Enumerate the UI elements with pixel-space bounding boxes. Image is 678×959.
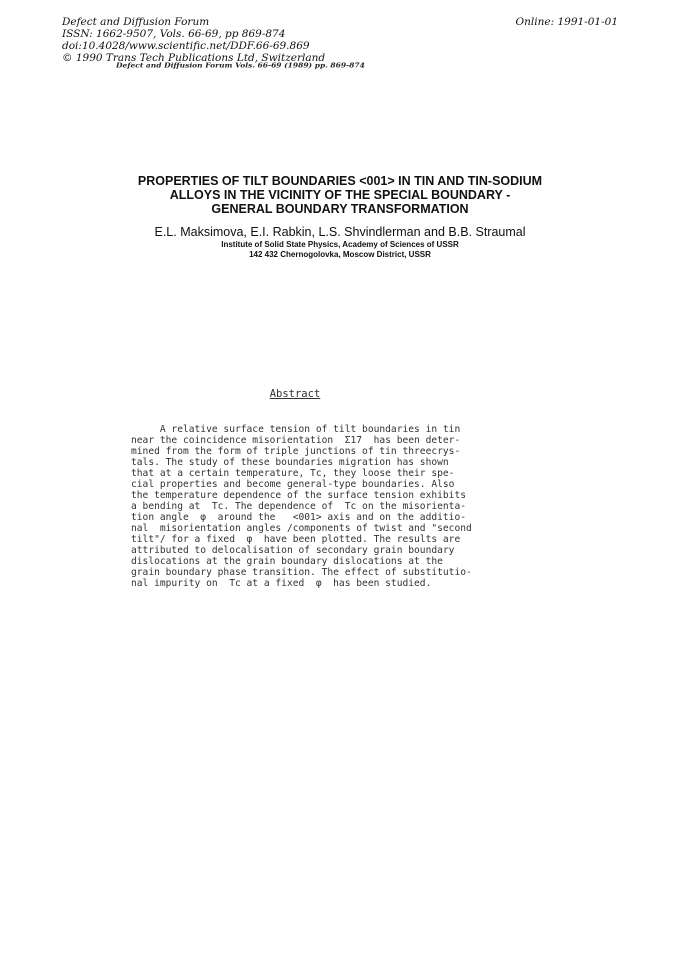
abstract-line: A relative surface tension of tilt boundaries in tin (131, 424, 461, 435)
affiliation-line: Institute of Solid State Physics, Academy of Sciences of USSR (221, 240, 459, 249)
abstract-line: tals. The study of these boundaries migration has shown (131, 457, 449, 468)
affiliation (100, 240, 580, 260)
abstract-line: grain boundary phase transition. The effect of substitutio- (131, 567, 472, 578)
abstract-line: a bending at Tc. The dependence of Tc on the misorienta- (131, 501, 467, 512)
issn-line: ISSN: 1662-9507, Vols. 66-69, pp 869-874 (62, 28, 286, 40)
online-date: Online: 1991-01-01 (515, 16, 618, 28)
abstract-line: the temperature dependence of the surface tension exhibits (131, 490, 467, 501)
abstract-line: tion angle φ around the <001> axis and on the additio- (131, 512, 467, 523)
abstract-line: dislocations at the grain boundary dislocations at the (131, 556, 443, 567)
abstract-line: cial properties and become general-type boundaries. Also (131, 479, 455, 490)
title-line: GENERAL BOUNDARY TRANSFORMATION (211, 202, 469, 216)
paper-title (100, 174, 580, 216)
abstract-line: nal impurity on Tc at a fixed φ has been studied. (131, 578, 432, 589)
title-line: PROPERTIES OF TILT BOUNDARIES <001> IN TIN AND TIN-SODIUM (137, 174, 543, 188)
abstract-body (131, 424, 472, 589)
abstract-heading: Abstract (269, 388, 321, 400)
title-line: ALLOYS IN THE VICINITY OF THE SPECIAL BOUNDARY - (169, 188, 511, 202)
abstract-line: mined from the form of triple junctions of tin threecrys- (131, 446, 461, 457)
copyright-line: © 1990 Trans Tech Publications Ltd, Switzerland (62, 52, 326, 64)
abstract-line: that at a certain temperature, Tc, they loose their spe- (131, 468, 455, 479)
abstract-line: near the coincidence misorientation Σ17 has been deter- (131, 435, 461, 446)
abstract-line: nal misorientation angles /components of twist and "second (131, 523, 472, 534)
abstract-line: attributed to delocalisation of secondary grain boundary (131, 545, 455, 556)
journal-name: Defect and Diffusion Forum (62, 16, 210, 28)
publication-header (62, 16, 325, 64)
doi-line: doi:10.4028/www.scientific.net/DDF.66-69.869 (62, 40, 310, 52)
affiliation-line: 142 432 Chernogolovka, Moscow District, USSR (249, 250, 431, 259)
running-head: Defect and Diffusion Forum Vols. 66-69 (1989) pp. 869-874 (116, 62, 365, 70)
authors: E.L. Maksimova, E.I. Rabkin, L.S. Shvindlerman and B.B. Straumal (154, 225, 526, 239)
abstract-line: tilt"/ for a fixed φ have been plotted. The results are (131, 534, 461, 545)
